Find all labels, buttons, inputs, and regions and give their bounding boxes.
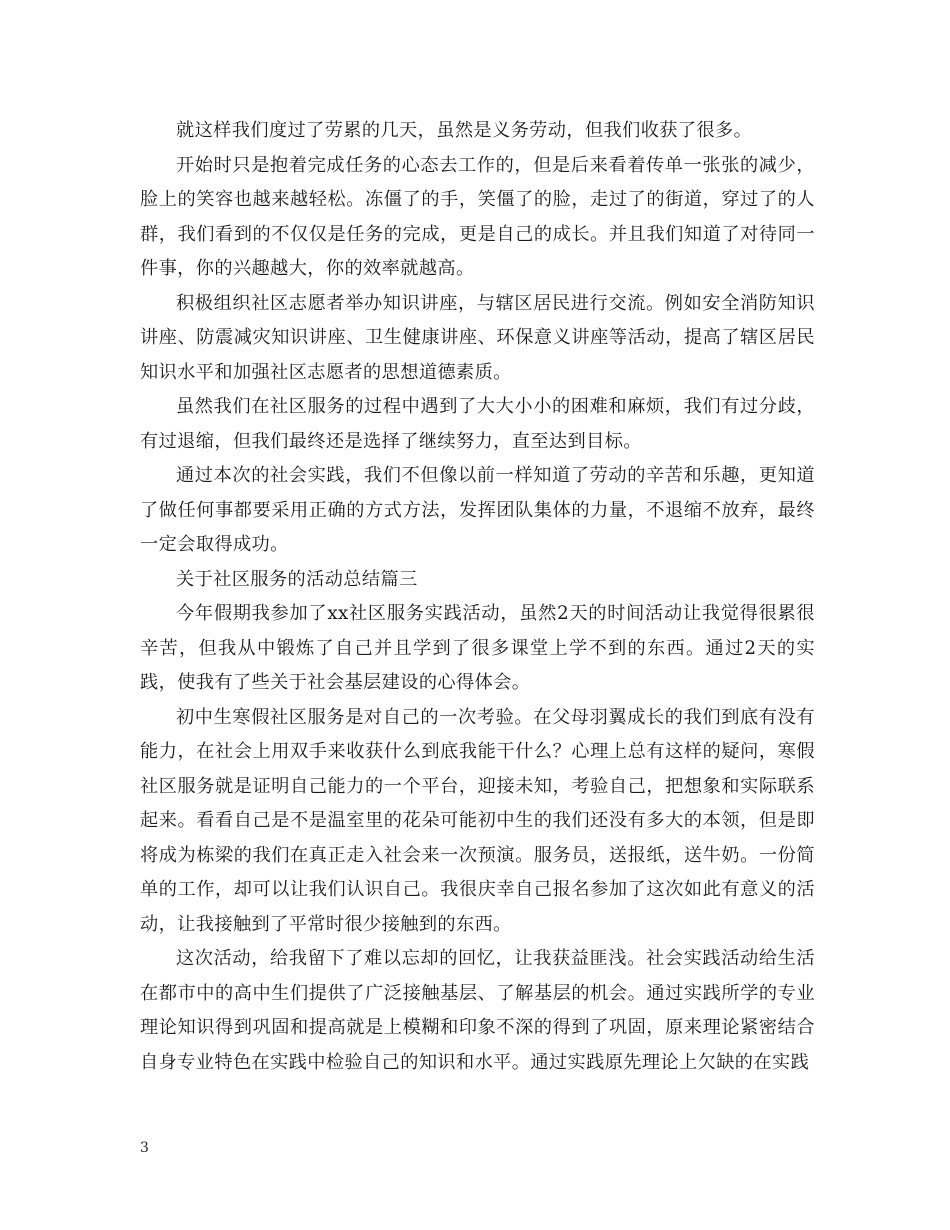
body-paragraph: 开始时只是抱着完成任务的心态去工作的，但是后来看着传单一张张的减少，脸上的笑容也越来越轻松。冻僵了的手，笑僵了的脸，走过了的街道，穿过了的人群，我们看到的不仅仅是任务的完成，更是自己的成长。并且我们知道了对待同一件事，你的兴趣越大，你的效率就越高。 [140, 154, 815, 279]
page-number: 3 [140, 1140, 149, 1156]
body-paragraph: 积极组织社区志愿者举办知识讲座，与辖区居民进行交流。例如安全消防知识讲座、防震减灾知识讲座、卫生健康讲座、环保意义讲座等活动，提高了辖区居民知识水平和加强社区志愿者的思想道德素质。 [140, 292, 815, 383]
body-paragraph: 今年假期我参加了xx社区服务实践活动，虽然2天的时间活动让我觉得很累很辛苦，但我从中锻炼了自己并且学到了很多课堂上学不到的东西。通过2天的实践，使我有了些关于社会基层建设的心得体会。 [140, 603, 815, 693]
document-body [140, 114, 815, 1080]
body-paragraph: 就这样我们度过了劳累的几天，虽然是义务劳动，但我们收获了很多。 [176, 120, 753, 141]
body-paragraph: 这次活动，给我留下了难以忘却的回忆，让我获益匪浅。社会实践活动给生活在都市中的高中生们提供了广泛接触基层、了解基层的机会。通过实践所学的专业理论知识得到巩固和提高就是上模糊和印象不深的得到了巩固，原来理论紧密结合自身专业特色在实践中检验自己的知识和水平。通过实践原先理论上欠缺的在实践 [140, 948, 815, 1073]
body-paragraph: 初中生寒假社区服务是对自己的一次考验。在父母羽翼成长的我们到底有没有能力，在社会上用双手来收获什么到底我能干什么？心理上总有这样的疑问，寒假社区服务就是证明自己能力的一个平台，迎接未知，考验自己，把想象和实际联系起来。看看自己是不是温室里的花朵可能初中生的我们还没有多大的本领，但是即将成为栋梁的我们在真正走入社会来一次预演。服务员，送报纸，送牛奶。一份简单的工作，却可以让我们认识自己。我很庆幸自己报名参加了这次如此有意义的活动，让我接触到了平常时很少接触到的东西。 [140, 706, 815, 935]
body-paragraph: 通过本次的社会实践，我们不但像以前一样知道了劳动的辛苦和乐趣，更知道了做任何事都要采用正确的方式方法，发挥团队集体的力量，不退缩不放弃，最终一定会取得成功。 [140, 465, 815, 555]
body-paragraph: 虽然我们在社区服务的过程中遇到了大大小小的困难和麻烦，我们有过分歧，有过退缩，但我们最终还是选择了继续努力，直至达到目标。 [140, 396, 815, 452]
section-heading: 关于社区服务的活动总结篇三 [176, 568, 418, 590]
